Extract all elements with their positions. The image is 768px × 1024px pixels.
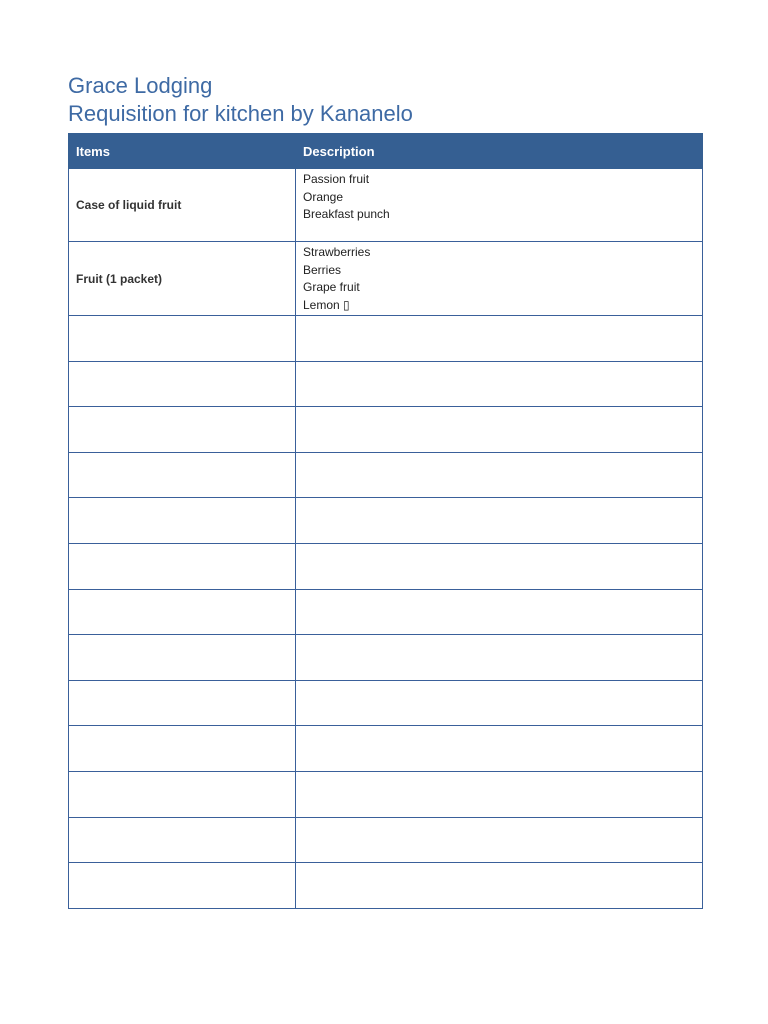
table-row [69,169,703,242]
description-line: Orange [303,189,344,204]
empty-description-cell [296,863,703,909]
description-cell [296,242,703,316]
empty-table-row [69,635,703,681]
empty-item-cell [69,407,296,453]
empty-table-row [69,771,703,817]
description-line: Breakfast punch [303,207,390,222]
title-line-2: Requisition for kitchen by Kananelo [68,101,413,126]
empty-table-row [69,817,703,863]
item-cell: Fruit (1 packet) [69,242,296,316]
column-header-items: Items [69,134,296,169]
empty-item-cell [69,680,296,726]
table-header-row [69,134,703,169]
document-title [68,72,413,128]
table-body [69,169,703,909]
empty-description-cell [296,726,703,772]
empty-description-cell [296,361,703,407]
description-line: Strawberries [303,245,371,259]
empty-description-cell [296,498,703,544]
description-line: Passion fruit [303,172,370,186]
empty-table-row [69,863,703,909]
empty-description-cell [296,543,703,589]
column-header-description: Description [296,134,703,169]
empty-table-row [69,589,703,635]
empty-table-row [69,726,703,772]
empty-item-cell [69,635,296,681]
empty-item-cell [69,361,296,407]
empty-description-cell [296,680,703,726]
empty-table-row [69,407,703,453]
empty-item-cell [69,589,296,635]
empty-item-cell [69,498,296,544]
empty-item-cell [69,863,296,909]
table-row [69,242,703,316]
requisition-table [68,133,703,909]
empty-table-row [69,316,703,362]
empty-description-cell [296,771,703,817]
title-line-1: Grace Lodging [68,73,213,98]
empty-table-row [69,543,703,589]
empty-description-cell [296,589,703,635]
empty-item-cell [69,726,296,772]
empty-table-row [69,452,703,498]
empty-description-cell [296,452,703,498]
empty-table-row [69,361,703,407]
description-line: Lemon ▯ [303,297,350,312]
description-cell [296,169,703,242]
empty-item-cell [69,316,296,362]
empty-description-cell [296,407,703,453]
empty-item-cell [69,817,296,863]
description-line: Grape fruit [303,280,360,295]
empty-table-row [69,498,703,544]
empty-description-cell [296,316,703,362]
empty-item-cell [69,771,296,817]
item-cell: Case of liquid fruit [69,169,296,242]
empty-description-cell [296,817,703,863]
empty-item-cell [69,543,296,589]
description-line: Berries [303,262,342,277]
empty-description-cell [296,635,703,681]
empty-table-row [69,680,703,726]
empty-item-cell [69,452,296,498]
